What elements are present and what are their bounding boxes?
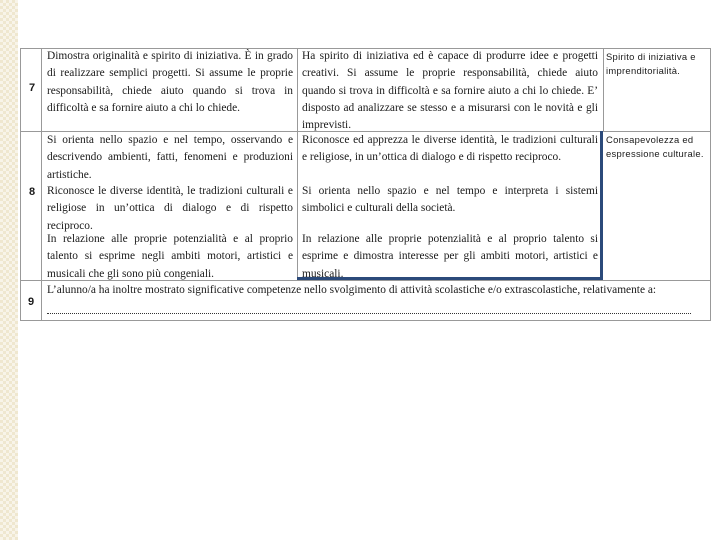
row9-fill-in-line[interactable] xyxy=(47,305,691,314)
row9-statement: L’alunno/a ha inoltre mostrato significative competenze nello svolgimento di attività scolastiche e/o extrascolastiche, relativamente a: xyxy=(47,284,657,296)
column-divider-1 xyxy=(297,48,298,280)
row8-level-a-text-3: In relazione alle proprie potenzialità e al proprio talento si esprime negli ambiti motori, artistici e musicali che gli sono più congeniali. xyxy=(47,233,293,280)
row8-level-a-text-1: Si orienta nello spazio e nel tempo, osservando e descrivendo ambienti, fatti, fenomeni e produzioni artistiche. xyxy=(47,134,293,181)
row-number-9: 9 xyxy=(28,296,35,308)
row7-level-a-text: Dimostra originalità e spirito di iniziativa. È in grado di realizzare semplici progetti. Si assume le proprie responsabilità, chiede aiuto quando si trova in difficoltà e sa fornire aiuto a chi lo chiede. xyxy=(47,50,293,114)
decorative-side-pattern xyxy=(0,0,18,540)
row-number-8: 8 xyxy=(29,186,36,198)
row8-level-b-text-2: Si orienta nello spazio e nel tempo e interpreta i sistemi simbolici e culturali della società. xyxy=(302,185,598,215)
row8-level-b-text-3: In relazione alle proprie potenzialità e al proprio talento si esprime e dimostra interesse per gli ambiti motori, artistici e musicali. xyxy=(302,233,598,280)
row7-level-b-text: Ha spirito di iniziativa ed è capace di produrre idee e progetti creativi. Si assume le proprie responsabilità, chiede aiuto quando si trova in difficoltà e sa fornire aiuto a chi lo chiede. E’ disposto ad analizzare se stesso e a misurarsi con le novità e gli imprevisti. xyxy=(302,50,598,132)
row8-competence-label: Consapevolezza ed espressione culturale. xyxy=(606,134,704,159)
row7-competence-label: Spirito di iniziativa e imprenditorialità. xyxy=(606,51,696,76)
row-number-7: 7 xyxy=(29,82,36,94)
highlight-border-right xyxy=(600,131,603,280)
column-divider-2 xyxy=(603,48,604,132)
row8-level-a-text-2: Riconosce le diverse identità, le tradizioni culturali e religiose in un’ottica di dialogo e di rispetto reciproco. xyxy=(47,185,293,232)
row8-level-b-text-1: Riconosce ed apprezza le diverse identità, le tradizioni culturali e religiose, in un’ottica di dialogo e di rispetto reciproco. xyxy=(302,134,598,164)
